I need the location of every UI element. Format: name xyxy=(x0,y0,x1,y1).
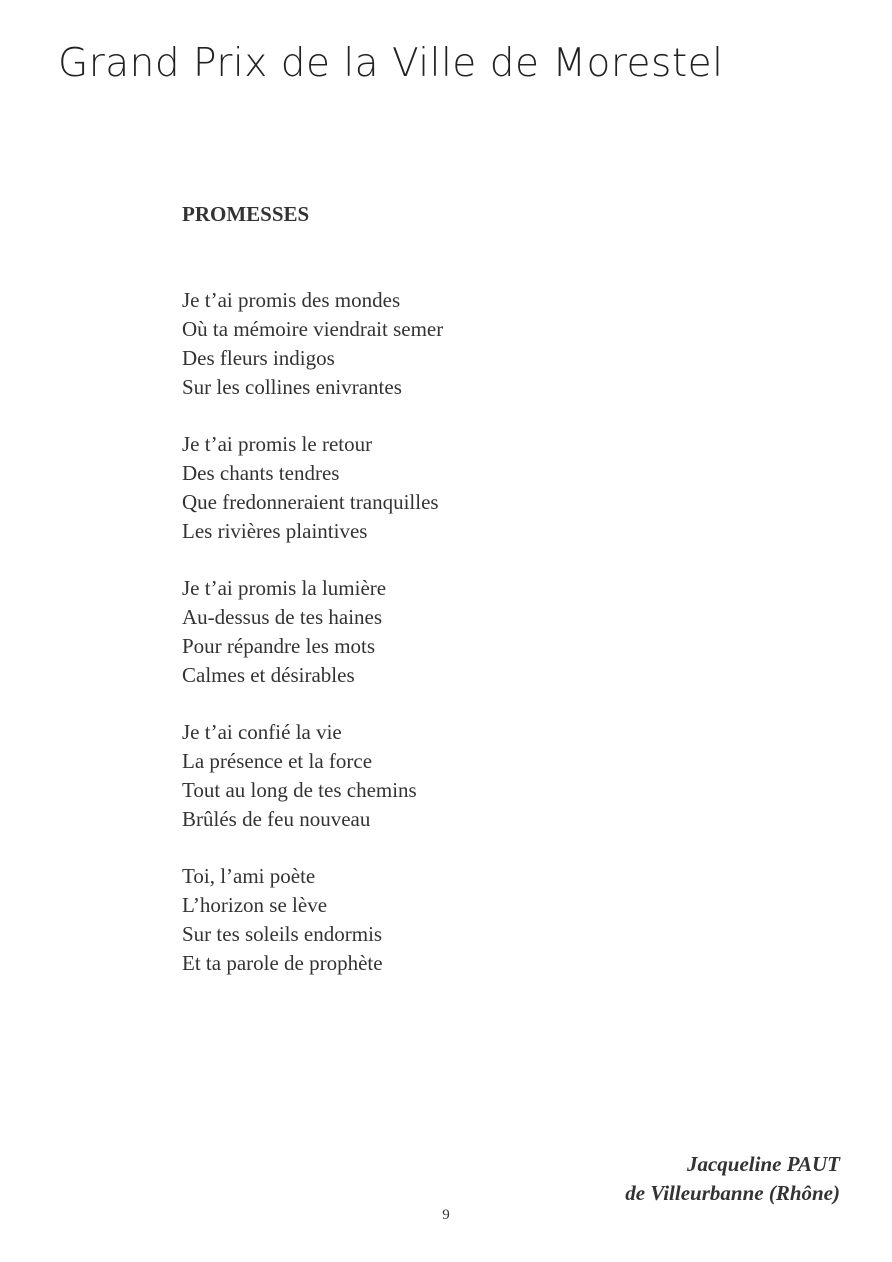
poem-line: Calmes et désirables xyxy=(182,663,355,687)
stanza-3 xyxy=(182,574,742,690)
poem-line: Sur les collines enivrantes xyxy=(182,375,402,399)
poem-line: L’horizon se lève xyxy=(182,893,328,917)
poem-line: Sur tes soleils endormis xyxy=(182,922,383,946)
poem-line: Toi, l’ami poète xyxy=(182,864,316,888)
poem-line: Au-dessus de tes haines xyxy=(182,605,383,629)
poem-line: Pour répandre les mots xyxy=(182,634,376,658)
poem-line: Je t’ai confié la vie xyxy=(182,720,342,744)
poem-line: Où ta mémoire viendrait semer xyxy=(182,317,444,341)
poem-line: Brûlés de feu nouveau xyxy=(182,807,371,831)
poem-title: PROMESSES xyxy=(182,202,310,226)
poem-line: Je t’ai promis la lumière xyxy=(182,576,387,600)
poem-line: Tout au long de tes chemins xyxy=(182,778,417,802)
author-signature xyxy=(625,1150,840,1208)
poem-line: Des chants tendres xyxy=(182,461,340,485)
poem-line: Des fleurs indigos xyxy=(182,346,335,370)
page-header-title: Grand Prix de la Ville de Morestel xyxy=(58,41,724,86)
poem-line: Et ta parole de prophète xyxy=(182,951,383,975)
stanza-4 xyxy=(182,718,742,834)
stanza-5 xyxy=(182,862,742,978)
poem-line: Les rivières plaintives xyxy=(182,519,368,543)
poem-line: Que fredonneraient tranquilles xyxy=(182,490,439,514)
page-number: 9 xyxy=(442,1207,450,1223)
stanza-1 xyxy=(182,286,742,402)
poem xyxy=(182,200,742,1006)
stanza-2 xyxy=(182,430,742,546)
poem-line: La présence et la force xyxy=(182,749,373,773)
author-name: Jacqueline PAUT xyxy=(686,1152,840,1176)
author-origin: de Villeurbanne (Rhône) xyxy=(625,1181,840,1205)
poem-line: Je t’ai promis le retour xyxy=(182,432,373,456)
poem-line: Je t’ai promis des mondes xyxy=(182,288,401,312)
